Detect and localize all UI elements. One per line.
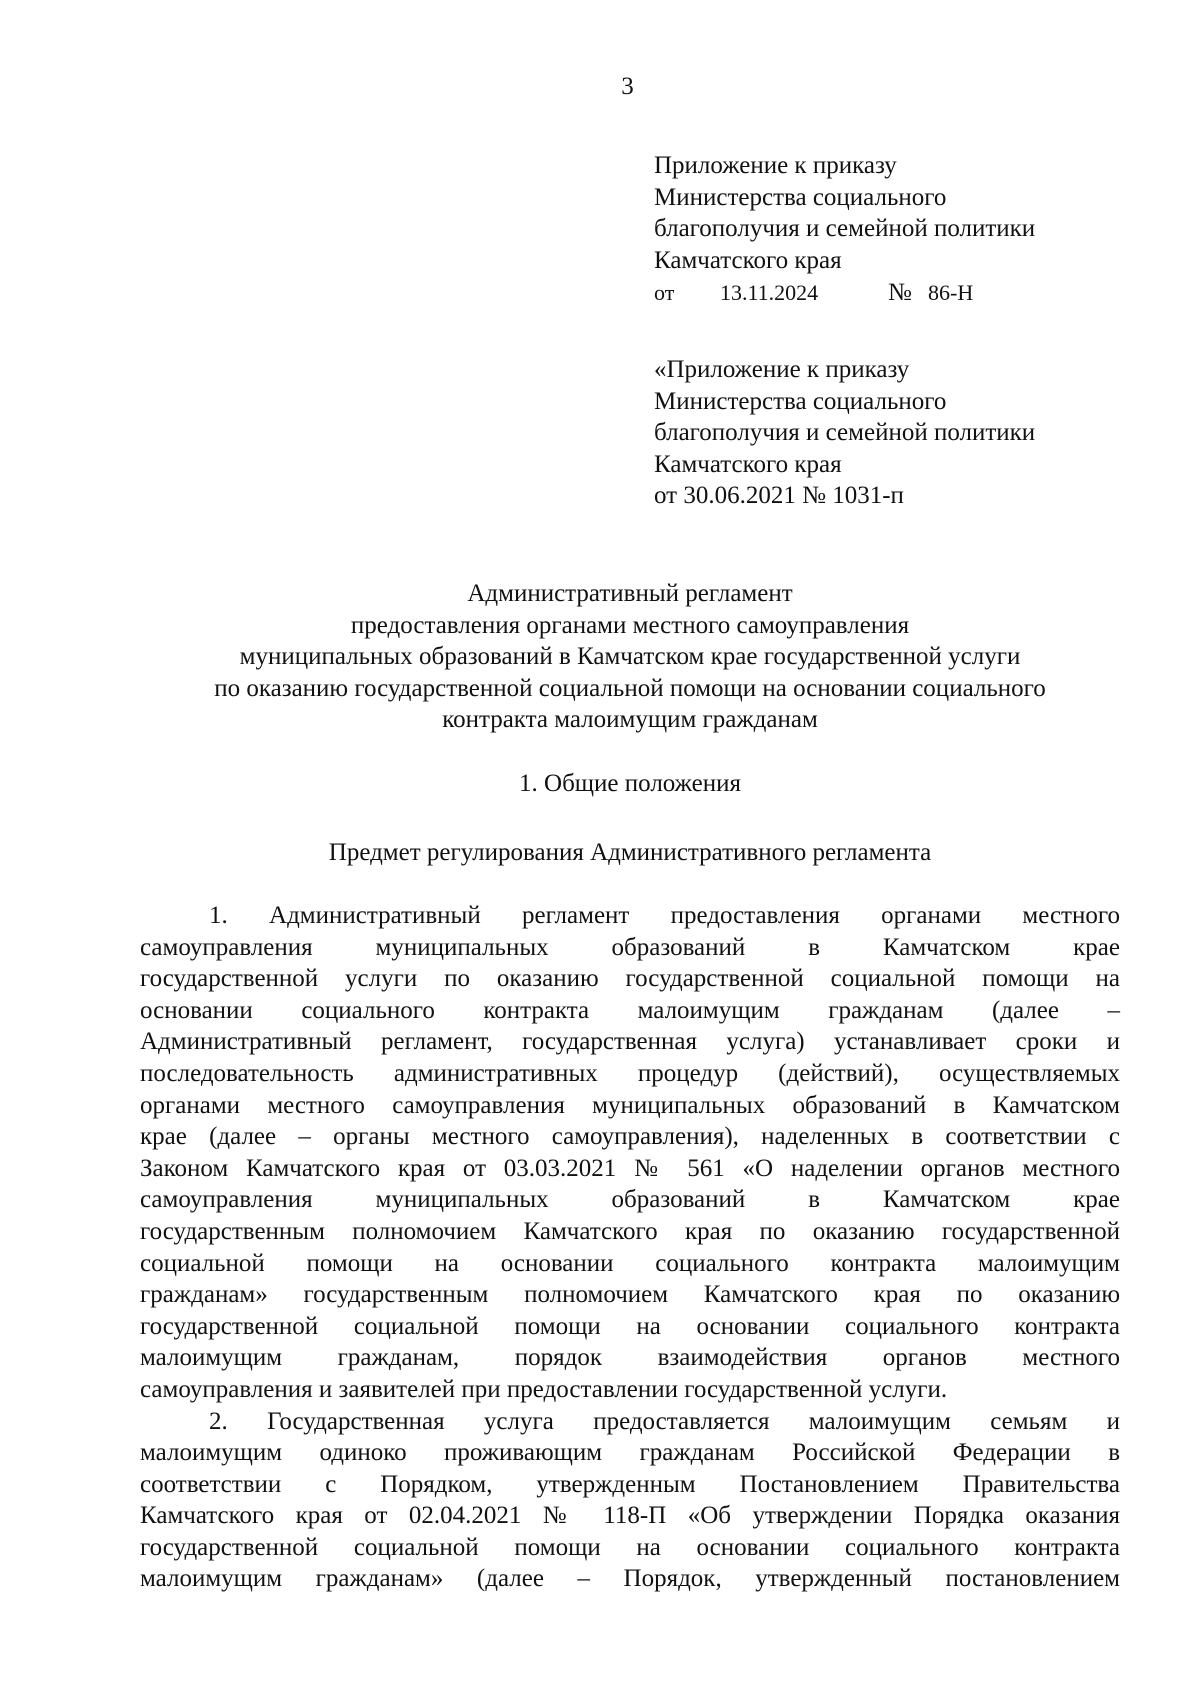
appendix-current-order — [654, 150, 1174, 310]
text-line: малоимущим одиноко проживающим гражданам Российской Федерации в — [140, 1439, 1120, 1467]
text-line: государственной услуги по оказанию государственной социальной помощи на — [140, 965, 1120, 993]
text-line: Камчатского края от 02.04.2021 № 118-П «Об утверждении Порядка оказания — [140, 1502, 1120, 1530]
title-line: предоставления органами местного самоуправления — [350, 611, 910, 639]
subsection-heading: Предмет регулирования Административного регламента — [328, 839, 932, 866]
appendix-line: Камчатского края — [654, 450, 842, 478]
title-line: по оказанию государственной социальной помощи на основании социального — [214, 674, 1046, 702]
order-date-number — [654, 276, 1174, 310]
text-line: основании социального контракта малоимущим гражданам (далее – — [140, 996, 1120, 1024]
text-line: крае (далее – органы местного самоуправления), наделенных в соответствии с — [140, 1123, 1120, 1151]
title-line: Административный регламент — [467, 580, 793, 607]
text-line: Законом Камчатского края от 03.03.2021 № 561 «О наделении органов местного — [140, 1154, 1120, 1182]
text-line: органами местного самоуправления муниципальных образований в Камчатском — [140, 1091, 1120, 1119]
text-line: малоимущим гражданам, порядок взаимодействия органов местного — [140, 1344, 1120, 1372]
document-title — [140, 578, 1120, 736]
appendix-previous-order — [654, 354, 1174, 512]
paragraph-1 — [140, 900, 1120, 1406]
text-line: соответствии с Порядком, утвержденным Постановлением Правительства — [140, 1470, 1120, 1498]
text-line: государственным полномочием Камчатского края по оказанию государственной — [140, 1217, 1120, 1245]
text-line: гражданам» государственным полномочием Камчатского края по оказанию — [140, 1281, 1120, 1309]
text-line: последовательность административных процедур (действий), осуществляемых — [140, 1059, 1120, 1087]
appendix-line: Камчатского края — [654, 246, 842, 274]
order-ot-label: от — [654, 280, 675, 305]
paragraph-2 — [140, 1406, 1120, 1596]
text-line: государственной социальной помощи на основании социального контракта — [140, 1533, 1120, 1561]
order-date: 13.11.2024 — [720, 280, 819, 305]
text-line: государственной социальной помощи на основании социального контракта — [140, 1312, 1120, 1340]
text-line: самоуправления муниципальных образований в Камчатском крае — [140, 933, 1120, 961]
appendix-line: Министерства социального — [654, 387, 947, 415]
appendix-line: «Приложение к приказу — [654, 356, 910, 383]
appendix-line: Министерства социального — [654, 183, 947, 211]
text-line: 1. Административный регламент предоставления органами местного — [209, 902, 1120, 929]
order-number: 86-Н — [928, 280, 974, 305]
text-line: самоуправления муниципальных образований в Камчатском крае — [140, 1186, 1120, 1214]
appendix-line: от 30.06.2021 № 1031-п — [654, 482, 904, 509]
title-line: муниципальных образований в Камчатском крае государственной услуги — [239, 643, 1021, 670]
text-line: социальной помощи на основании социального контракта малоимущим — [140, 1249, 1120, 1277]
order-number-sign: № — [888, 279, 912, 306]
appendix-line: благополучия и семейной политики — [654, 419, 1036, 446]
text-line: малоимущим гражданам» (далее – Порядок, утвержденный постановлением — [140, 1565, 1120, 1593]
title-line: контракта малоимущим гражданам — [442, 706, 818, 733]
body-text — [140, 900, 1120, 1595]
page-number: 3 — [621, 73, 634, 100]
section-heading: 1. Общие положения — [519, 770, 741, 797]
text-line: 2. Государственная услуга предоставляется малоимущим семьям и — [209, 1407, 1120, 1435]
text-line: самоуправления и заявителей при предоставлении государственной услуги. — [140, 1375, 948, 1403]
appendix-line: благополучия и семейной политики — [654, 215, 1036, 242]
appendix-line: Приложение к приказу — [654, 152, 897, 179]
text-line: Административный регламент, государственная услуга) устанавливает сроки и — [140, 1028, 1120, 1056]
